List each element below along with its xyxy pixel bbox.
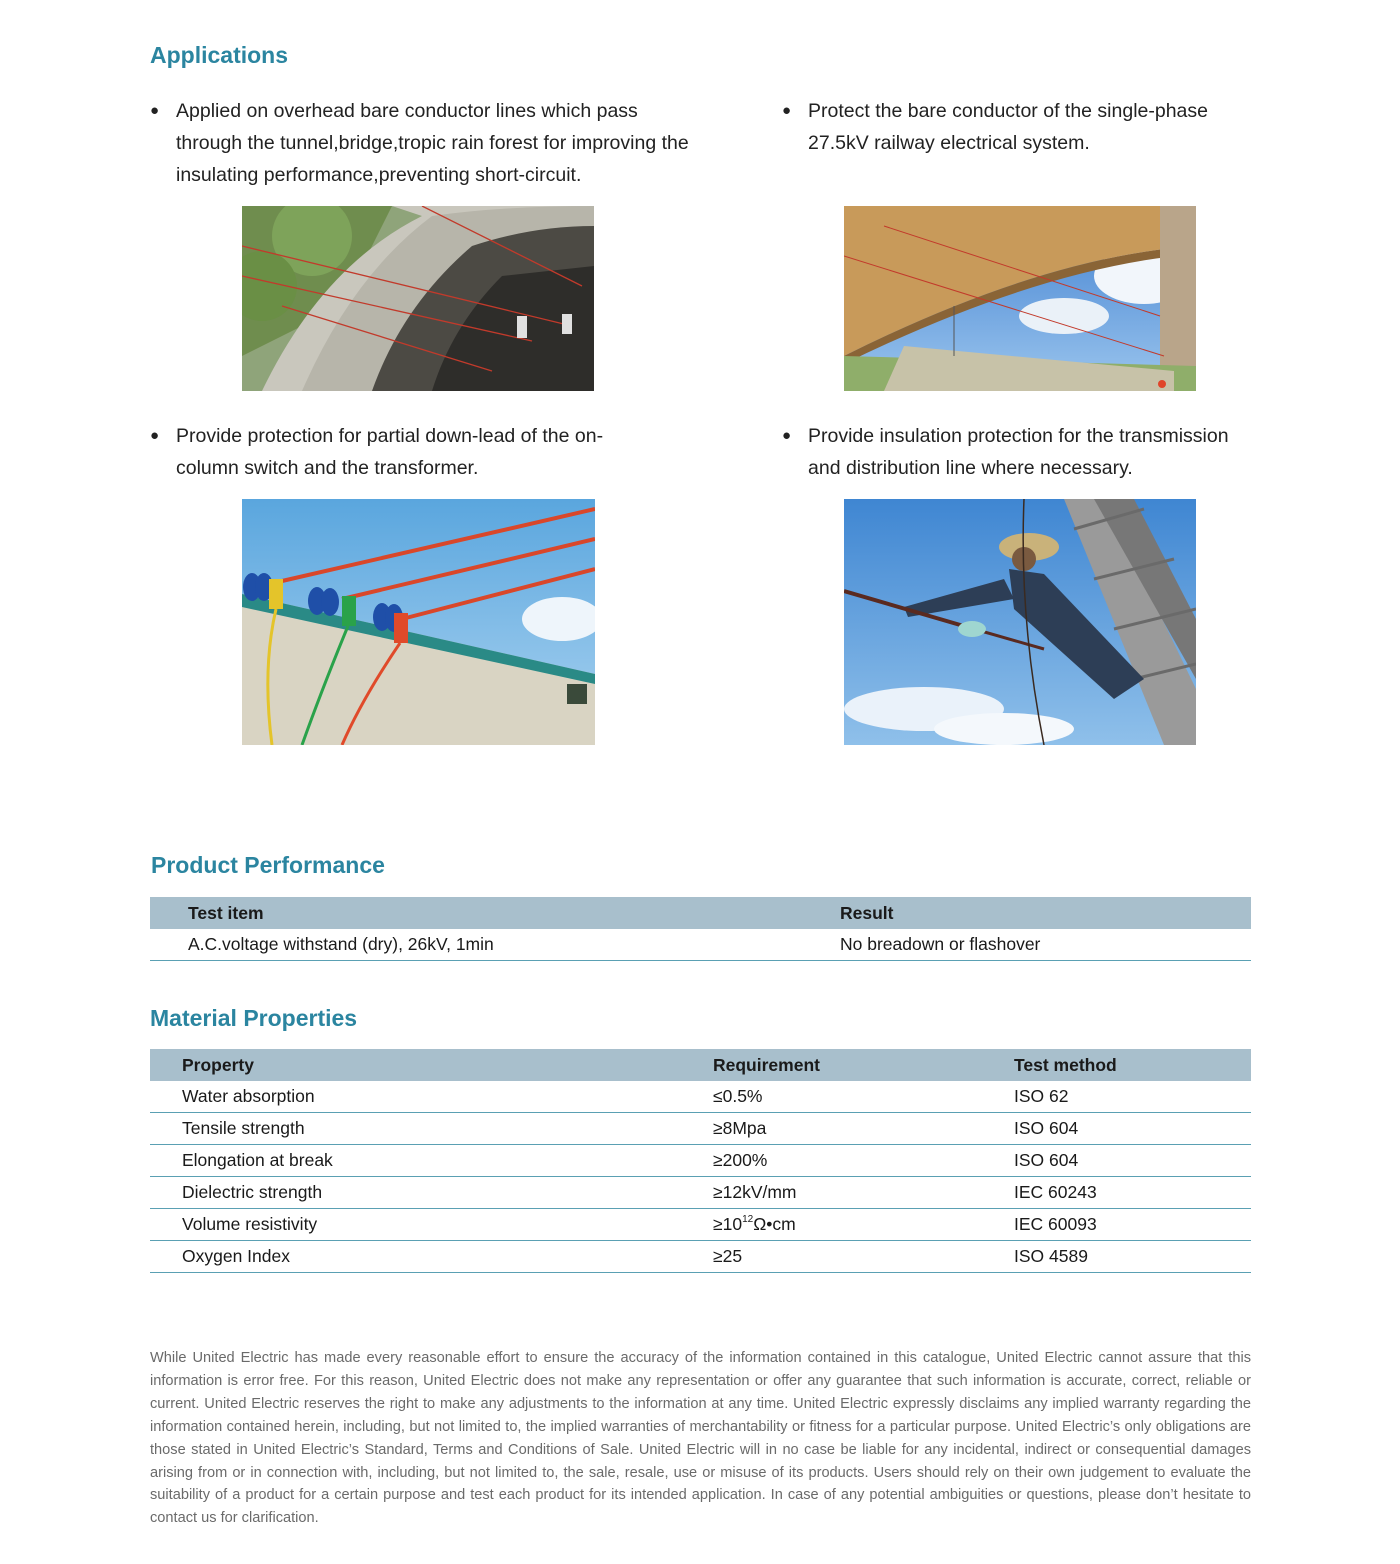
requirement-cell bbox=[713, 1241, 1014, 1273]
application-text: Applied on overhead bare conductor lines which pass through the tunnel,bridge,tropic rain forest for improving the insulating performance,preventing short-circuit. bbox=[176, 100, 689, 186]
requirement-value: ≥200% bbox=[713, 1150, 768, 1170]
column-header-test-method: Test method bbox=[1014, 1049, 1251, 1081]
table-header-row bbox=[150, 897, 1251, 929]
material-properties-heading: Material Properties bbox=[150, 1005, 358, 1031]
table-header-row bbox=[150, 1049, 1251, 1081]
test-method-cell: ISO 604 bbox=[1014, 1113, 1251, 1145]
requirement-cell bbox=[713, 1145, 1014, 1177]
bullet-icon: ● bbox=[782, 427, 792, 444]
lineman-photo bbox=[844, 499, 1196, 745]
requirement-value: ≥12kV/mm bbox=[713, 1182, 797, 1202]
requirement-cell bbox=[713, 1209, 1014, 1241]
column-header-result: Result bbox=[840, 897, 1251, 929]
bridge-photo bbox=[844, 206, 1196, 391]
performance-table bbox=[150, 897, 1251, 961]
requirement-cell bbox=[713, 1081, 1014, 1113]
test-item-cell: A.C.voltage withstand (dry), 26kV, 1min bbox=[150, 929, 840, 961]
application-item-railway bbox=[782, 95, 1252, 159]
product-performance-heading: Product Performance bbox=[151, 852, 385, 878]
application-item-tunnel bbox=[150, 95, 690, 191]
table-row bbox=[150, 1145, 1251, 1177]
requirement-value: ≥25 bbox=[713, 1246, 743, 1266]
test-method-cell: IEC 60243 bbox=[1014, 1177, 1251, 1209]
bullet-icon: ● bbox=[150, 102, 160, 119]
application-text: Provide protection for partial down-lead of the on-column switch and the transformer. bbox=[176, 425, 604, 479]
requirement-value: ≥8Mpa bbox=[713, 1118, 767, 1138]
application-text: Protect the bare conductor of the single-phase 27.5kV railway electrical system. bbox=[808, 100, 1208, 154]
property-cell: Volume resistivity bbox=[150, 1209, 713, 1241]
test-method-cell: ISO 4589 bbox=[1014, 1241, 1251, 1273]
bullet-icon: ● bbox=[782, 102, 792, 119]
application-item-downlead bbox=[150, 420, 620, 484]
column-header-requirement: Requirement bbox=[713, 1049, 1014, 1081]
table-row bbox=[150, 1241, 1251, 1273]
tunnel-photo bbox=[242, 206, 594, 391]
table-row bbox=[150, 1177, 1251, 1209]
requirement-cell bbox=[713, 1177, 1014, 1209]
column-header-test-item: Test item bbox=[150, 897, 840, 929]
column-header-property: Property bbox=[150, 1049, 713, 1081]
property-cell: Oxygen Index bbox=[150, 1241, 713, 1273]
applications-heading: Applications bbox=[150, 42, 289, 68]
requirement-exponent: 12 bbox=[742, 1214, 754, 1225]
table-row bbox=[150, 1081, 1251, 1113]
property-cell: Water absorption bbox=[150, 1081, 713, 1113]
material-properties-table bbox=[150, 1049, 1251, 1273]
requirement-value: ≥10 bbox=[713, 1214, 743, 1234]
bullet-icon: ● bbox=[150, 427, 160, 444]
disclaimer-text: While United Electric has made every reasonable effort to ensure the accuracy of the information contained in this catalogue, United Electric cannot assure that this information is error free. For this reason, United Electric does not make any representation or offer any guarantee that such information is accurate, correct, reliable or current. United Electric reserves the right to make any adjustments to the information at any time. United Electric expressly disclaims any implied warranty regarding the information contained herein, including, but not limited to, the implied warranties of merchantability or fitness for a particular purpose. United Electric’s only obligations are those stated in United Electric’s Standard, Terms and Conditions of Sale. United Electric will in no case be liable for any incidental, indirect or consequential damages arising from or in connection with, including, but not limited to, the sale, resale, use or misuse of its products. Users should rely on their own judgement to evaluate the suitability of a product for a certain purpose and test each product for its intended application. In case of any potential ambiguities or questions, please don’t hesitate to contact us for clarification. bbox=[150, 1350, 1251, 1527]
test-method-cell: ISO 62 bbox=[1014, 1081, 1251, 1113]
application-item-transmission bbox=[782, 420, 1262, 484]
insulator-photo bbox=[242, 499, 595, 745]
result-cell: No breadown or flashover bbox=[840, 929, 1251, 961]
property-cell: Tensile strength bbox=[150, 1113, 713, 1145]
application-text: Provide insulation protection for the transmission and distribution line where necessary. bbox=[808, 425, 1229, 479]
property-cell: Dielectric strength bbox=[150, 1177, 713, 1209]
table-row bbox=[150, 1113, 1251, 1145]
test-method-cell: ISO 604 bbox=[1014, 1145, 1251, 1177]
requirement-unit: Ω•cm bbox=[753, 1214, 796, 1234]
requirement-value: ≤0.5% bbox=[713, 1086, 763, 1106]
property-cell: Elongation at break bbox=[150, 1145, 713, 1177]
table-row bbox=[150, 1209, 1251, 1241]
requirement-cell bbox=[713, 1113, 1014, 1145]
table-row bbox=[150, 929, 1251, 961]
test-method-cell: IEC 60093 bbox=[1014, 1209, 1251, 1241]
